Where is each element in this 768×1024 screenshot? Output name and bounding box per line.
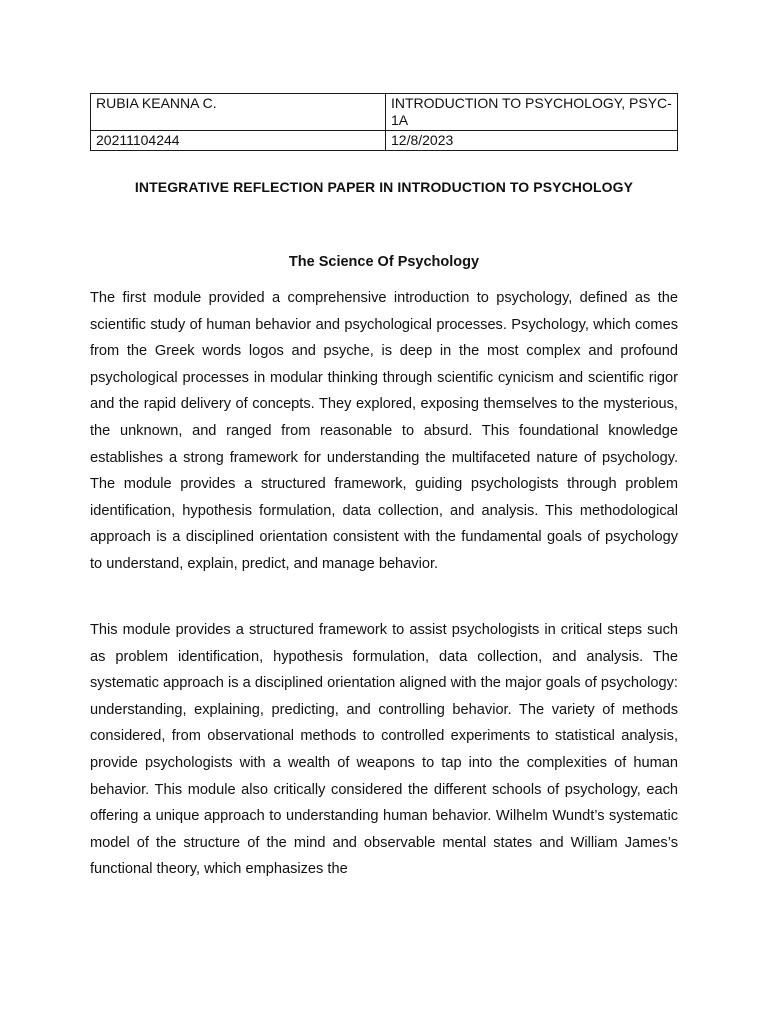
table-row (91, 94, 678, 131)
document-title: INTEGRATIVE REFLECTION PAPER IN INTRODUCTION TO PSYCHOLOGY (134, 179, 634, 195)
body-paragraph: This module provides a structured framework to assist psychologists in critical steps such as problem identification, hypothesis formulation, data collection, and analysis. The systematic approach is a disciplined orientation aligned with the major goals of psychology: understanding, explaining, predicting, and controlling behavior. The variety of methods considered, from observational methods to controlled experiments to statistical analysis, provide psychologists with a wealth of weapons to tap into the complexities of human behavior. This module also critically considered the different schools of psychology, each offering a unique approach to understanding human behavior. Wilhelm Wundt’s systematic model of the structure of the mind and observable mental states and William James’s functional theory, which emphasizes the (90, 622, 678, 878)
section-heading: The Science Of Psychology (288, 254, 480, 270)
course-cell: INTRODUCTION TO PSYCHOLOGY, PSYC-1A (386, 94, 678, 131)
date-cell: 12/8/2023 (386, 131, 678, 151)
student-name-cell: RUBIA KEANNA C. (91, 94, 386, 131)
student-id-cell: 20211104244 (91, 131, 386, 151)
student-info-table (90, 93, 678, 151)
table-row (91, 131, 678, 151)
body-paragraph: The first module provided a comprehensive introduction to psychology, defined as the scientific study of human behavior and psychological processes. Psychology, which comes from the Greek words logos and psyche, is deep in the most complex and profound psychological processes in modular thinking through scientific cynicism and scientific rigor and the rapid delivery of concepts. They explored, exposing themselves to the mysterious, the unknown, and ranged from reasonable to absurd. This foundational knowledge establishes a strong framework for understanding the multifaceted nature of psychology. The module provides a structured framework, guiding psychologists through problem identification, hypothesis formulation, data collection, and analysis. This methodological approach is a disciplined orientation consistent with the fundamental goals of psychology to understand, explain, predict, and manage behavior. (90, 290, 678, 572)
